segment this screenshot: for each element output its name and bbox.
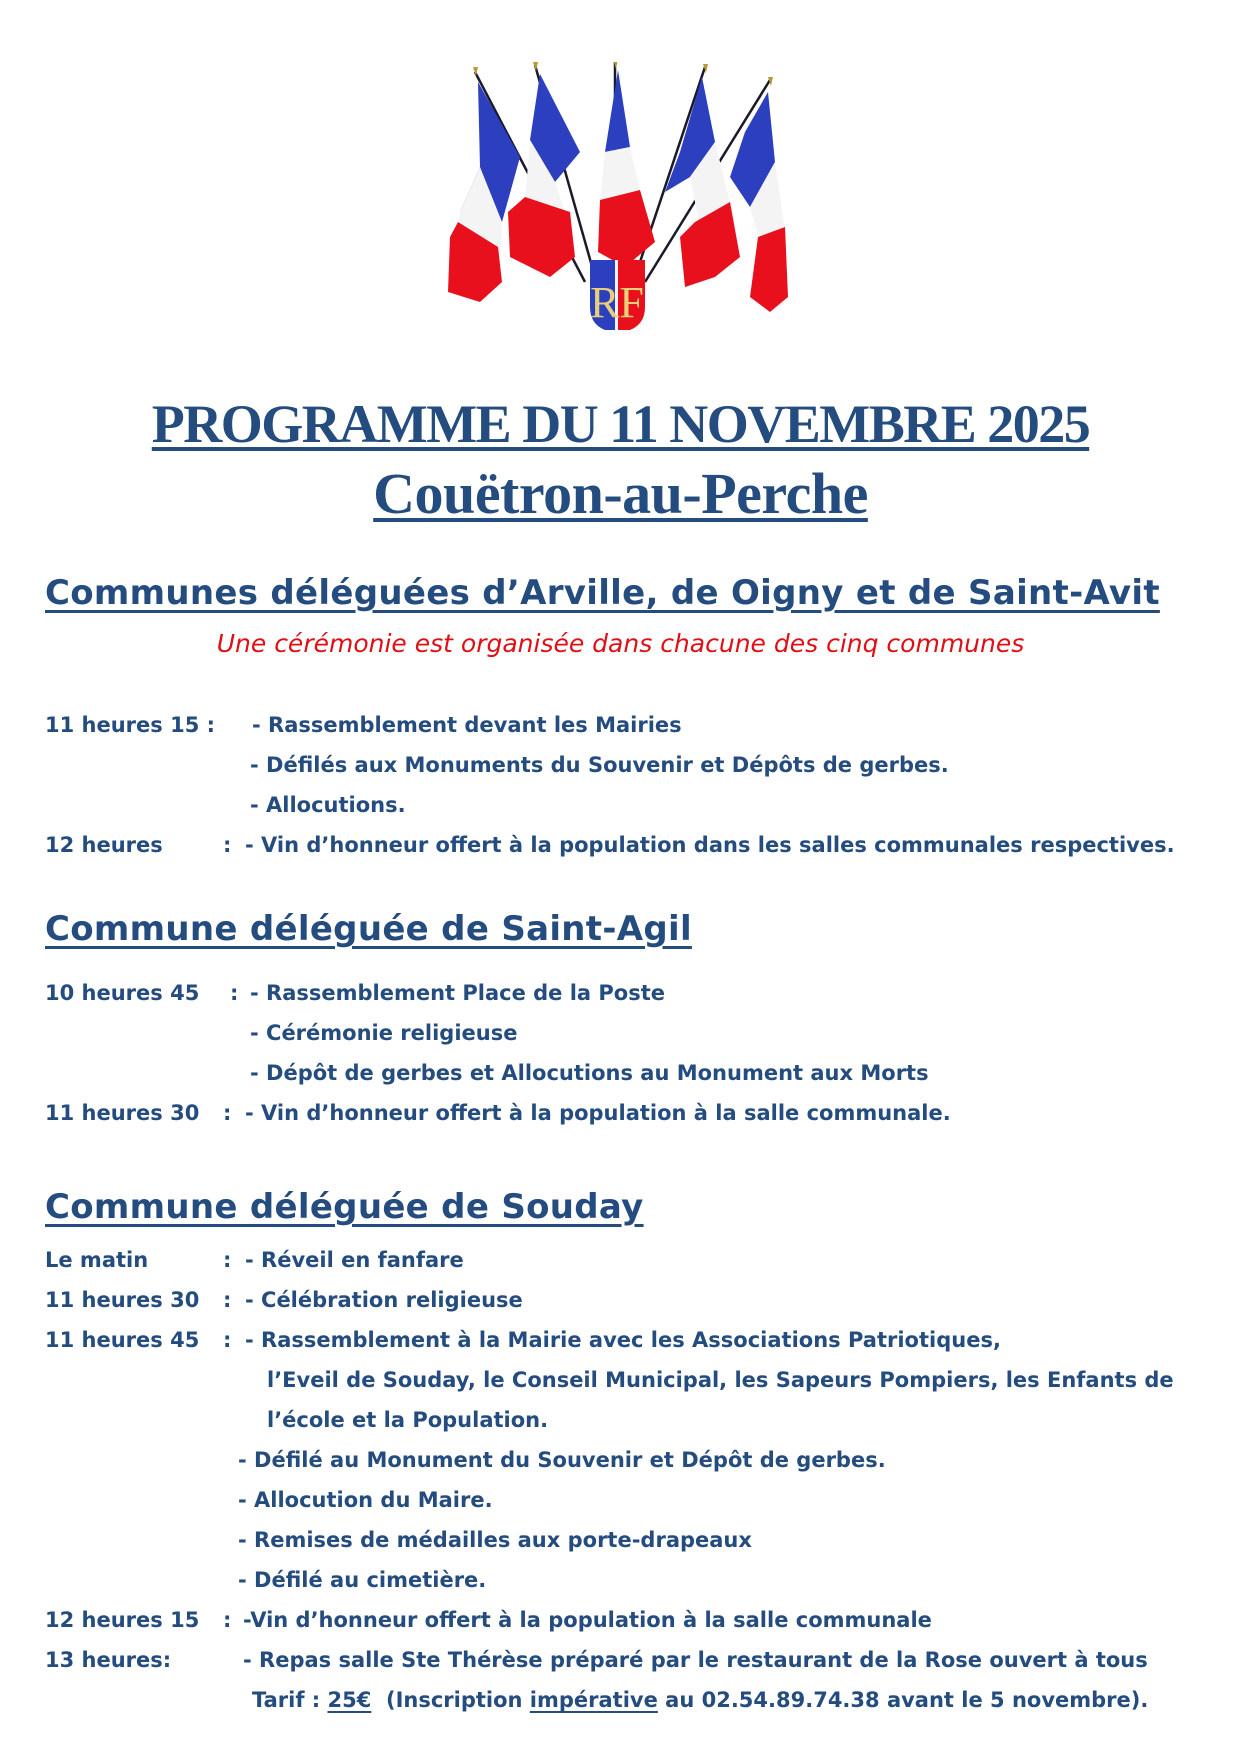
schedule-row: - Remises de médailles aux porte-drapeaux <box>238 1528 752 1552</box>
schedule-row: - Dépôt de gerbes et Allocutions au Monument aux Morts <box>250 1061 929 1085</box>
schedule-row: 13 heures: - Repas salle Ste Thérèse préparé par le restaurant de la Rose ouvert à tous <box>45 1648 1148 1672</box>
french-flags-emblem-icon <box>440 62 790 337</box>
schedule-row: l’école et la Population. <box>267 1408 549 1432</box>
section-heading-saint-agil: Commune déléguée de Saint-Agil <box>45 909 692 949</box>
svg-text:RF: RF <box>590 278 644 327</box>
schedule-row: 11 heures 30 : - Célébration religieuse <box>45 1288 523 1312</box>
schedule-row: - Défilés aux Monuments du Souvenir et Dépôts de gerbes. <box>250 753 949 777</box>
schedule-row: - Allocutions. <box>250 793 406 817</box>
schedule-row: 10 heures 45 : - Rassemblement Place de la Poste <box>45 981 666 1005</box>
page-title: PROGRAMME DU 11 NOVEMBRE 2025 <box>151 394 1090 454</box>
tarif-label: Tarif : <box>252 1688 328 1712</box>
schedule-row: 11 heures 45 : - Rassemblement à la Mairie avec les Associations Patriotiques, <box>45 1328 1001 1352</box>
schedule-row: - Défilé au Monument du Souvenir et Dépôt de gerbes. <box>238 1448 886 1472</box>
tarif-price: 25€ <box>327 1688 372 1712</box>
schedule-row: - Cérémonie religieuse <box>250 1021 518 1045</box>
section-heading-arville-oigny-saint-avit: Communes déléguées d’Arville, de Oigny et de Saint-Avit <box>45 573 1160 613</box>
schedule-row: l’Eveil de Souday, le Conseil Municipal, les Sapeurs Pompiers, les Enfants de <box>267 1368 1174 1392</box>
schedule-row: 12 heures : - Vin d’honneur offert à la population dans les salles communales respectives. <box>45 833 1175 857</box>
schedule-row: - Défilé au cimetière. <box>238 1568 487 1592</box>
section-note: Une cérémonie est organisée dans chacune des cinq communes <box>216 629 1025 658</box>
schedule-row: 11 heures 30 : - Vin d’honneur offert à la population à la salle communale. <box>45 1101 951 1125</box>
town-name: Couëtron-au-Perche <box>373 461 868 526</box>
tarif-row: Tarif : 25€ (Inscription impérative au 02.54.89.74.38 avant le 5 novembre). <box>252 1688 1149 1712</box>
registration-phone: au 02.54.89.74.38 avant le 5 novembre). <box>657 1688 1149 1712</box>
schedule-row: 12 heures 15 : -Vin d’honneur offert à la population à la salle communale <box>45 1608 932 1632</box>
schedule-row: Le matin : - Réveil en fanfare <box>45 1248 464 1272</box>
section-heading-souday: Commune déléguée de Souday <box>45 1187 644 1227</box>
schedule-row: - Allocution du Maire. <box>238 1488 493 1512</box>
registration-emphasis: impérative <box>529 1688 658 1712</box>
schedule-row: 11 heures 15 : - Rassemblement devant les Mairies <box>45 713 682 737</box>
